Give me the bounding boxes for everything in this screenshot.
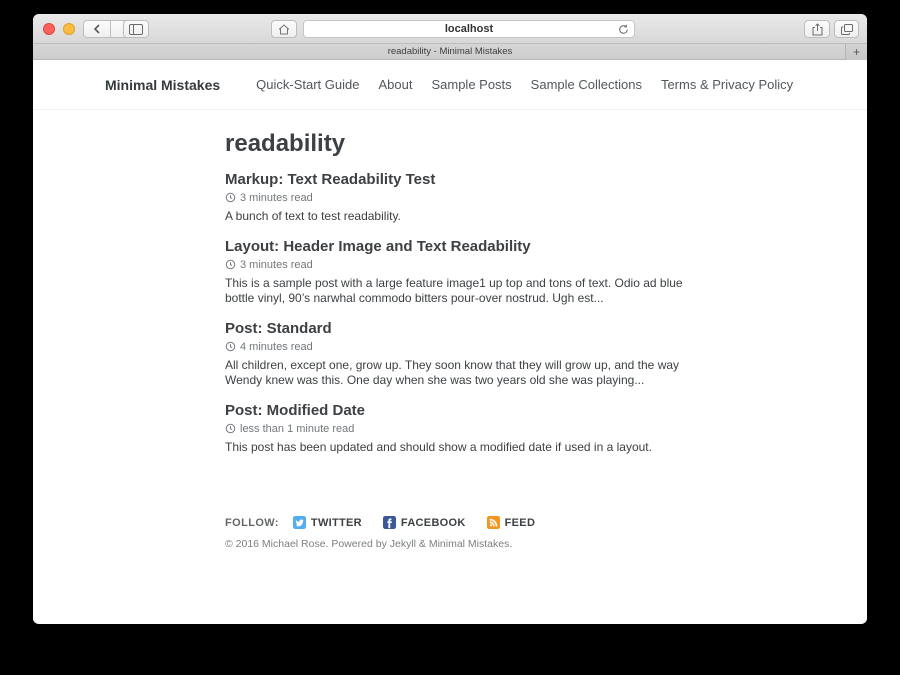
tab-overview-icon [841,24,853,35]
post-meta [225,258,703,271]
address-bar-text: localhost [444,23,494,35]
primary-nav [256,77,793,92]
share-icon [812,23,823,36]
nav-link-quick-start-guide[interactable]: Quick-Start Guide [256,77,360,92]
clock-icon [225,341,236,352]
nav-link-sample-posts[interactable]: Sample Posts [431,77,512,92]
tab-bar [33,44,867,60]
copyright-text: © 2016 Michael Rose. Powered by Jekyll & Minimal Mistakes. [225,538,513,550]
facebook-label: FACEBOOK [400,516,466,529]
nav-link-about[interactable]: About [378,77,413,92]
post-excerpt: All children, except one, grow up. They soon know that they will grow up, and the way Wendy knew was this. One day when she was two years old she was playing... [225,358,680,387]
back-button[interactable] [83,20,111,38]
tab-overview-button[interactable] [834,20,859,38]
rss-icon [487,516,500,529]
home-button[interactable] [271,20,297,38]
facebook-link[interactable] [383,516,466,529]
feed-label: FEED [504,516,536,529]
follow-row [225,516,703,529]
reload-icon[interactable] [618,24,629,35]
new-tab-button[interactable]: + [845,44,867,60]
minimize-window-button[interactable] [63,23,75,35]
sidebar-icon [129,24,143,35]
twitter-label: TWITTER [310,516,362,529]
chevron-left-icon [93,24,101,34]
post-title-link[interactable]: Layout: Header Image and Text Readability [225,238,531,255]
post-entry [225,171,703,224]
post-meta [225,191,703,204]
post-excerpt: A bunch of text to test readability. [225,209,401,223]
address-bar[interactable] [303,20,635,38]
nav-link-sample-collections[interactable]: Sample Collections [530,77,642,92]
site-footer [225,516,703,550]
clock-icon [225,259,236,270]
read-time: 3 minutes read [240,258,313,271]
post-title-link[interactable]: Post: Modified Date [225,402,366,419]
post-entry [225,320,703,388]
browser-window [33,14,867,624]
read-time: less than 1 minute read [240,422,355,435]
twitter-link[interactable] [293,516,362,529]
site-title-link[interactable]: Minimal Mistakes [105,76,221,93]
post-title-link[interactable]: Post: Standard [225,320,332,337]
masthead [33,60,867,110]
twitter-icon [293,516,306,529]
follow-label: FOLLOW: [225,516,279,529]
facebook-icon [383,516,396,529]
read-time: 3 minutes read [240,191,313,204]
page-content [33,60,867,623]
post-title-link[interactable]: Markup: Text Readability Test [225,171,436,188]
nav-link-terms-privacy[interactable]: Terms & Privacy Policy [660,77,794,92]
post-entry [225,238,703,306]
post-excerpt: This post has been updated and should show a modified date if used in a layout. [225,440,652,454]
share-button[interactable] [804,20,830,38]
archive-main [225,131,703,550]
clock-icon [225,423,236,434]
close-window-button[interactable] [43,23,55,35]
home-icon [278,24,290,35]
clock-icon [225,192,236,203]
feed-link[interactable] [487,516,536,529]
page-title: readability [225,130,346,157]
read-time: 4 minutes read [240,340,313,353]
post-meta [225,340,703,353]
active-tab[interactable]: readability - Minimal Mistakes [387,46,513,57]
post-entry [225,402,703,455]
post-excerpt: This is a sample post with a large feature image1 up top and tons of text. Odio ad blue bottle vinyl, 90’s narwhal commodo bitters pour-over nostrud. Ugh est... [225,276,683,305]
post-meta [225,422,703,435]
sidebar-toggle-button[interactable] [123,20,149,38]
browser-toolbar [33,14,867,44]
